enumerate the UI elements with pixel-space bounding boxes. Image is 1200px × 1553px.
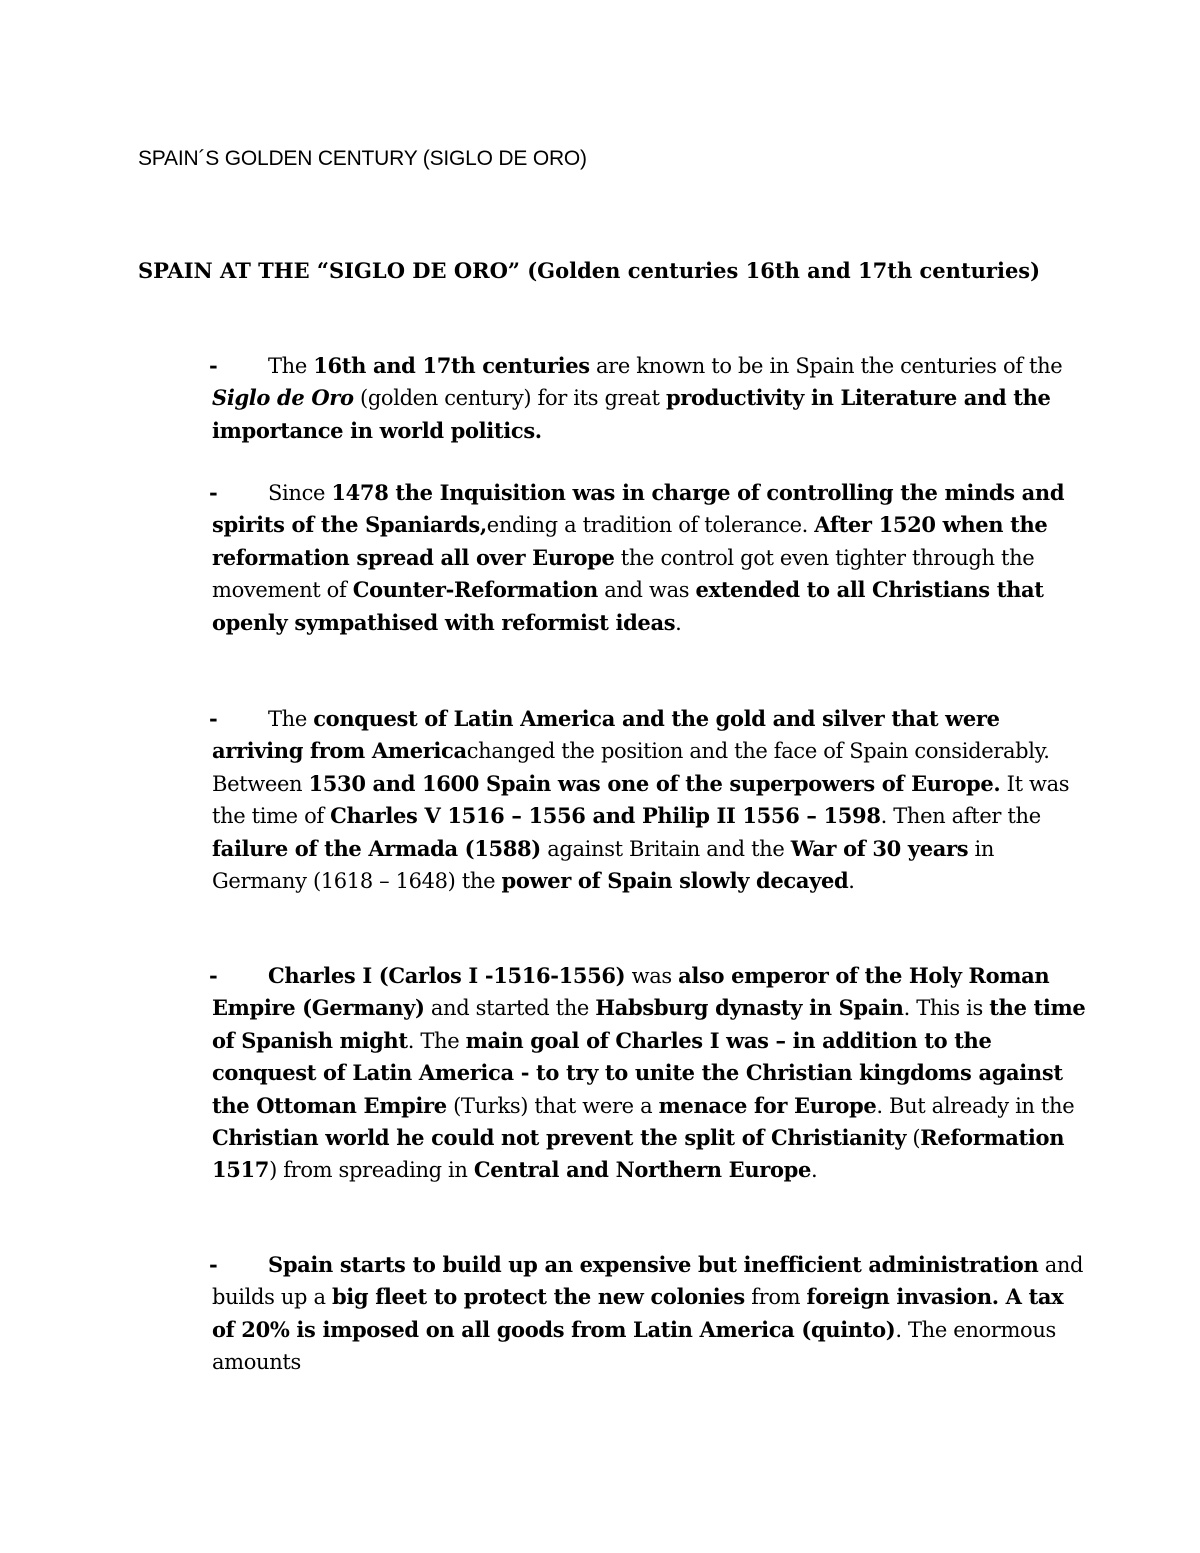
text-segment: main goal of Charles I was – in addition to the conquest of Latin America - to try to unite the Christian kingdoms against the Ottoman Empire [212,1027,1063,1118]
text-segment: foreign invasion. A tax of 20% is imposed on all goods from Latin America (quinto) [212,1284,1064,1342]
text-segment: (golden century) for its great [353,386,666,411]
text-segment: big fleet to protect the new colonies [331,1284,745,1310]
bullet-marker: - [209,353,218,378]
text-segment: in Germany (1618 – 1648) the [212,836,995,894]
text-segment: productivity in Literature and the importance in world politics. [212,385,1051,443]
text-segment: and started the [424,996,596,1021]
text-segment: . Then after the [880,804,1041,829]
text-segment: menace for Europe [658,1092,877,1118]
text-segment: Habsburg dynasty in Spain [595,995,904,1021]
text-segment: and builds up a [212,1253,1084,1310]
bullet-marker: - [209,706,218,731]
text-segment: are known to be in Spain the centuries of the [589,354,1063,378]
text-segment: The [268,354,314,378]
text-segment: ) from spreading in [269,1158,474,1183]
document-title: SPAIN´S GOLDEN CENTURY (SIGLO DE ORO) [138,147,587,170]
text-segment: conquest of Latin America and the gold and silver that were arriving from America [212,706,1000,764]
text-segment: Reformation 1517 [212,1125,1065,1183]
text-segment: ( [906,1126,921,1151]
paragraph-2 [209,477,1092,639]
text-segment: and was [597,578,696,603]
text-segment: 1530 and 1600 Spain was one of the superpowers of Europe. [308,770,1001,796]
text-segment: power of Spain slowly decayed [501,868,849,894]
text-segment: ending a tradition of tolerance. [486,513,815,538]
text-segment: from [744,1285,807,1310]
paragraph-4 [209,960,1092,1187]
text-segment: . [675,610,682,635]
text-segment: the control got even tighter through the movement of [212,545,1035,603]
text-segment: . But already in the [876,1093,1075,1118]
text-segment: changed the position and the face of Spain considerably. Between [212,739,1050,796]
text-segment: (Turks) that were a [446,1093,659,1118]
text-segment: 16th and 17th centuries [313,353,590,378]
section-heading: SPAIN AT THE “SIGLO DE ORO” (Golden centuries 16th and 17th centuries) [138,258,1041,283]
text-segment: . The [407,1028,466,1053]
text-segment: Charles I (Carlos I -1516-1556) [268,963,626,988]
text-segment: against Britain and the [540,836,791,861]
text-segment: 1478 the Inquisition was in charge of controlling the minds and spirits of the Spaniards, [212,480,1065,538]
text-segment: . This is [903,996,990,1021]
text-segment: War of 30 years [790,835,969,861]
text-segment: Siglo de Oro [212,385,354,411]
text-segment: The [268,707,314,731]
bullet-marker: - [209,480,218,505]
text-segment: was [625,964,679,988]
text-segment: Spain starts to build up an expensive but inefficient administration [268,1252,1039,1277]
text-segment: Since [268,481,332,505]
text-segment: . [810,1158,818,1183]
text-segment: Charles V 1516 – 1556 and Philip II 1556 – 1598 [330,803,881,829]
bullet-marker: - [209,1252,218,1277]
text-segment: After 1520 when the reformation spread all over Europe [212,512,1048,570]
text-segment: . The enormous amounts [212,1317,1056,1375]
text-segment: Christian world he could not prevent the split of Christianity [212,1125,907,1151]
text-segment: the time of Spanish might [212,995,1086,1053]
paragraph-3 [209,703,1092,897]
text-segment: . [848,869,855,894]
text-segment: failure of the Armada (1588) [212,835,541,861]
bullet-marker: - [209,963,218,988]
paragraph-5 [209,1249,1092,1379]
text-segment: Central and Northern Europe [473,1157,811,1183]
text-segment: It was the time of [212,771,1070,829]
text-segment: also emperor of the Holy Roman Empire (Germany) [212,963,1050,1021]
paragraph-1 [209,350,1092,447]
text-segment: Counter-Reformation [352,577,598,603]
text-segment: extended to all Christians that openly sympathised with reformist ideas [212,577,1044,635]
